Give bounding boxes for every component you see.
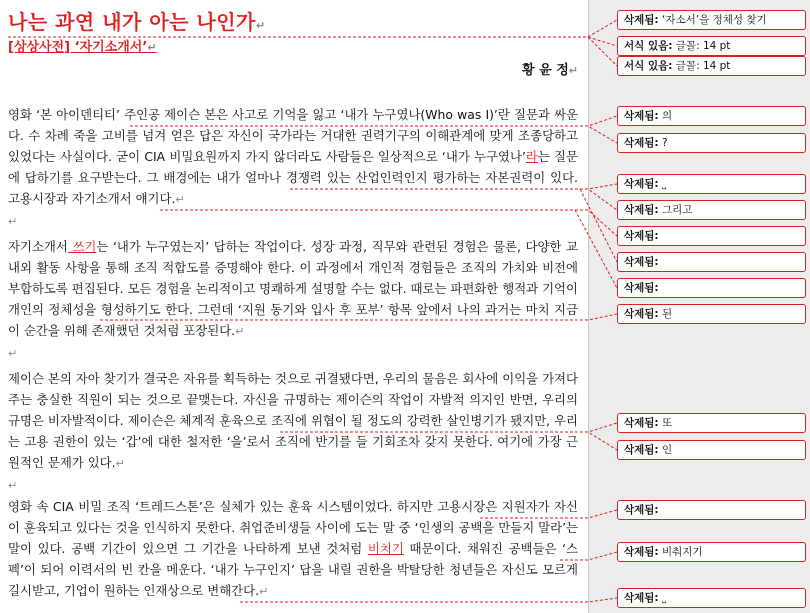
comment-text: 인 xyxy=(661,444,673,456)
text-run: 는 질문에 답하기를 요구받는다. 그 배경에는 내가 얼마나 경쟁력 있는 산업인력인지 평가하는 자본권력이 있다. 고용시장과 자기소개서 얘기다. xyxy=(8,149,578,206)
document-subtitle[interactable] xyxy=(8,39,157,57)
revision-comment[interactable] xyxy=(617,278,806,298)
revision-comment[interactable] xyxy=(617,10,806,30)
revision-comment[interactable] xyxy=(617,106,806,126)
inserted-text: 비치기 xyxy=(367,541,404,556)
comment-kind: 삭제됨: xyxy=(624,308,659,320)
comment-kind: 삭제됨: xyxy=(624,204,659,216)
revision-comment[interactable] xyxy=(617,304,806,324)
paragraph-mark: ↵ xyxy=(259,585,269,598)
text-run: 영화 ‘본 아이덴티티’ 주인공 제이슨 본은 사고로 기억을 잃고 ‘내가 누구였나(Who was I)’란 질문과 싸운다. 수 차례 죽을 고비를 넘겨 얻은 답은 자신이 국가라는 거대한 권력기구의 이해관계에 맞게 조종당하고 있었다는 사실이다. 굳이 CIA 비밀요원까지 가지 않더라도 사람들은 일상적으로 ‘내가 누구였나’ xyxy=(8,107,578,164)
empty-paragraph-mark: ↵ xyxy=(8,347,18,360)
revision-comment[interactable] xyxy=(617,200,806,220)
comment-kind: 서식 있음: xyxy=(624,40,673,52)
text-run: 제이슨 본의 자아 찾기가 결국은 자유를 획득하는 것으로 귀결됐다면, 우리의 물음은 회사에 이익을 가져다 주는 충실한 직원이 되는 것으로 끝맺는다. 자신을 규명하는 제이슨의 작업이 자발적 의지인 반면, 우리의 규명은 비자발적이다. 제이슨은 체계적 훈육으로 조직에 위협이 될 정도의 강력한 살인병기가 됐지만, 우리는 고용 권한이 있는 ‘갑’에 대한 철저한 ‘을’로서 조직에 반기를 들 기회조차 갖지 못한다. 여기에 가장 근원적인 문제가 있다. xyxy=(8,371,578,470)
comment-text: 글꼴: 14 pt xyxy=(675,60,731,72)
text-run: 영화 속 CIA 비밀 조직 ‘트레드스톤’은 실체가 있는 훈육 시스템이었다. 하지만 고용시장은 지원자가 자신이 훈육되고 있다는 것을 인식하지 못한다. 취업준비생들 사이에 도는 말 중 ‘인생의 공백을 만들지 말라’는 말이 있다. 공백 기간이 있으면 그 기간을 나타하게 보낸 것처럼 xyxy=(8,499,578,556)
paragraph-mark: ↵ xyxy=(568,64,578,77)
paragraph-mark: ↵ xyxy=(255,19,266,32)
revision-comment[interactable] xyxy=(617,36,806,56)
comment-kind: 삭제됨: xyxy=(624,256,659,268)
text-run: 자기소개서 xyxy=(8,239,68,254)
revision-comment[interactable] xyxy=(617,133,806,153)
subtitle-text: [상상사전] ‘자기소개서’ xyxy=(8,40,148,55)
paragraph-3[interactable] xyxy=(8,368,578,474)
comment-kind: 서식 있음: xyxy=(624,60,673,72)
comment-text: 비춰지기 xyxy=(661,546,703,558)
comment-kind: 삭제됨: xyxy=(624,282,659,294)
comment-kind: 삭제됨: xyxy=(624,230,659,242)
comment-text: ˽ xyxy=(661,178,667,190)
paragraph-2[interactable] xyxy=(8,236,578,342)
comment-kind: 삭제됨: xyxy=(624,137,659,149)
comment-kind: 삭제됨: xyxy=(624,592,659,604)
author-line[interactable] xyxy=(522,62,578,80)
inserted-text: 라 xyxy=(525,149,538,164)
comment-kind: 삭제됨: xyxy=(624,110,659,122)
paragraph-mark: ↵ xyxy=(115,457,125,470)
comment-kind: 삭제됨: xyxy=(624,417,659,429)
comment-kind: 삭제됨: xyxy=(624,504,659,516)
comment-kind: 삭제됨: xyxy=(624,546,659,558)
revision-comment[interactable] xyxy=(617,500,806,520)
inserted-text: 쓰기 xyxy=(67,239,97,254)
revision-comment[interactable] xyxy=(617,226,806,246)
revision-comment[interactable] xyxy=(617,542,806,562)
text-run: 때문이다. 채워진 공백들은 ‘스펙’이 되어 이력서의 빈 칸을 메운다. ‘내가 누구인지’ 답을 내릴 권한을 박탈당한 청년들은 자신도 모르게 길시받고, 기업이 원하는 인재상으로 변해간다. xyxy=(8,541,579,598)
comment-kind: 삭제됨: xyxy=(624,14,659,26)
revision-comment[interactable] xyxy=(617,440,806,460)
revision-comment[interactable] xyxy=(617,413,806,433)
revision-comment[interactable] xyxy=(617,174,806,194)
empty-paragraph-mark: ↵ xyxy=(8,215,18,228)
comment-text: ? xyxy=(661,137,668,149)
comment-text: 글꼴: 14 pt xyxy=(675,40,731,52)
margin-divider xyxy=(588,0,589,613)
document-title[interactable] xyxy=(8,10,266,38)
comment-kind: 삭제됨: xyxy=(624,444,659,456)
comment-text: 그리고 xyxy=(661,204,693,216)
paragraph-mark: ↵ xyxy=(147,41,157,54)
paragraph-mark: ↵ xyxy=(175,193,185,206)
text-run: 는 ‘내가 누구였는지’ 답하는 작업이다. 성장 과정, 직무와 관련된 경험은 물론, 다양한 교내외 활동 사항을 통해 조직 적합도를 증명해야 한다. 이 과정에서 개인적 경험들은 조직의 가치와 비전에 부합하도록 편집된다. 모든 경험을 논리적이고 명쾌하게 설명할 수는 없다. 때로는 파편화한 행적과 기억이 개인의 정체성을 형성하기도 한다. 그런데 ‘지원 동기와 입사 후 포부’ 항목 앞에서 나의 과거는 마치 지금 이 순간을 위해 존재했던 것처럼 포장된다. xyxy=(8,239,578,338)
revision-comment[interactable] xyxy=(617,588,806,608)
comment-text: 된 xyxy=(661,308,673,320)
comment-text: ‘자소서’을 정체성 찾기 xyxy=(661,14,767,26)
author-text: 황 윤 정 xyxy=(522,63,569,78)
paragraph-1[interactable] xyxy=(8,104,578,210)
paragraph-mark: ↵ xyxy=(235,325,245,338)
paragraph-4[interactable] xyxy=(8,496,578,602)
comment-text: ˽ xyxy=(661,592,667,604)
comment-text: 의 xyxy=(661,110,673,122)
title-text: 나는 과연 내가 아는 나인가 xyxy=(8,10,256,34)
revision-comment[interactable] xyxy=(617,56,806,76)
revision-comment[interactable] xyxy=(617,252,806,272)
empty-paragraph-mark: ↵ xyxy=(8,479,18,492)
comment-text: 또 xyxy=(661,417,673,429)
comment-kind: 삭제됨: xyxy=(624,178,659,190)
